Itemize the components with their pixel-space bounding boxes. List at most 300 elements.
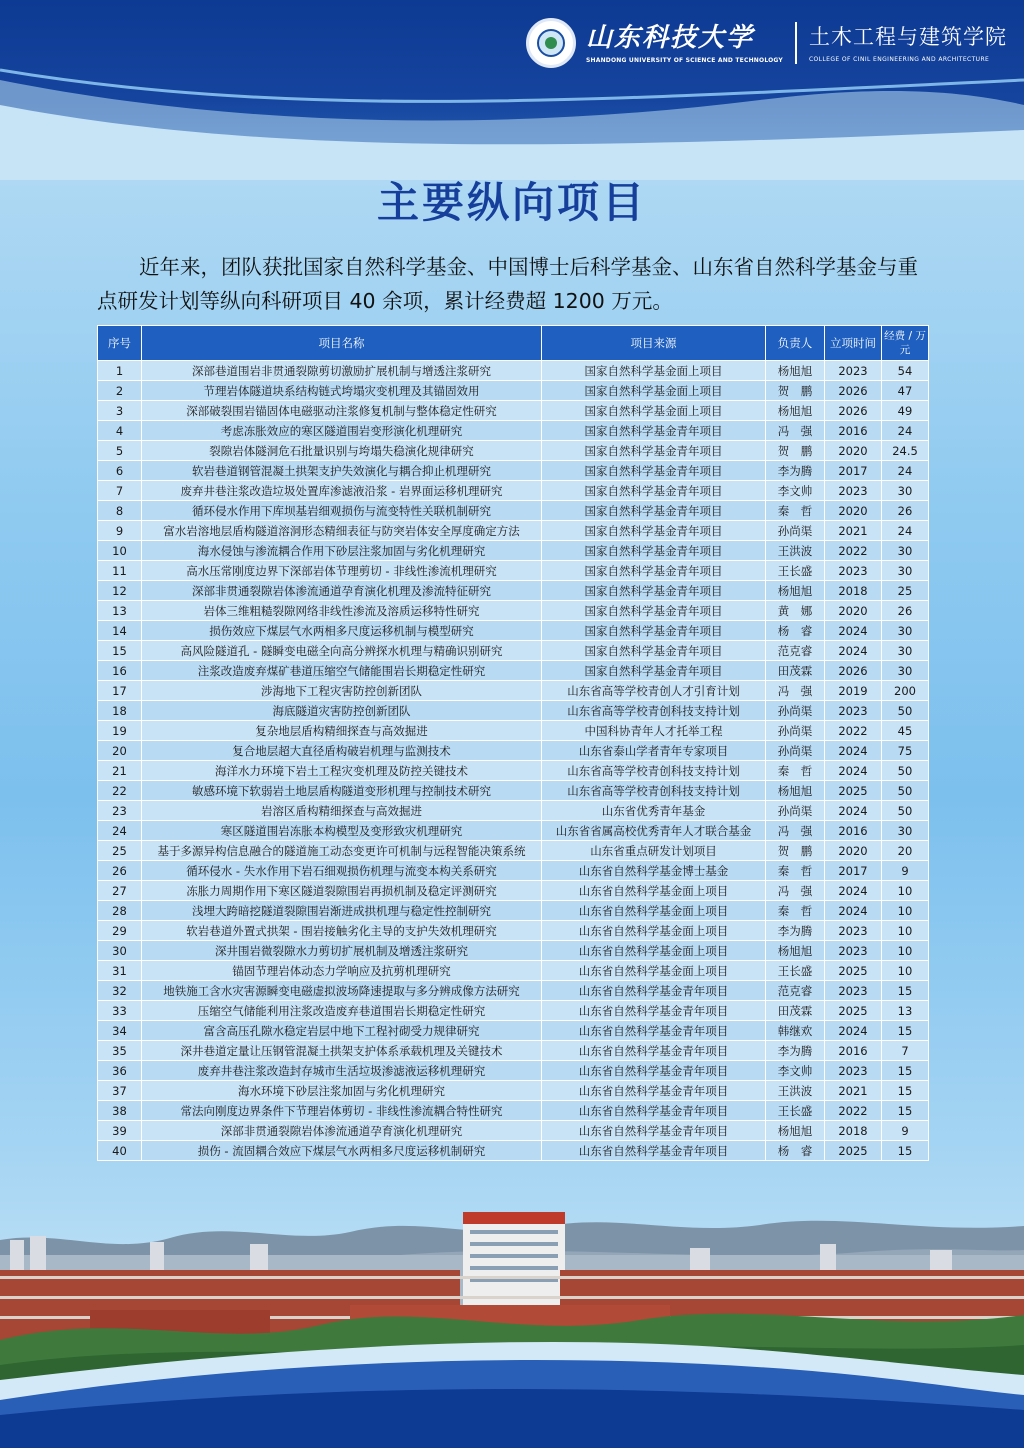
table-row bbox=[98, 841, 929, 861]
cell-project-name: 废弃井巷注浆改造垃圾处置库渗滤液沿浆 - 岩界面运移机理研究 bbox=[142, 481, 542, 501]
cell-project-name: 注浆改造废弃煤矿巷道压缩空气储能围岩长期稳定性研究 bbox=[142, 661, 542, 681]
cell-project-name: 节理岩体隧道块系结构链式垮塌灾变机理及其锚固效用 bbox=[142, 381, 542, 401]
cell-index: 37 bbox=[98, 1081, 142, 1101]
cell-funding: 26 bbox=[882, 501, 929, 521]
cell-funding: 30 bbox=[882, 661, 929, 681]
cell-year: 2024 bbox=[825, 1021, 882, 1041]
cell-index: 26 bbox=[98, 861, 142, 881]
cell-index: 23 bbox=[98, 801, 142, 821]
cell-index: 20 bbox=[98, 741, 142, 761]
cell-leader: 秦 哲 bbox=[766, 501, 825, 521]
cell-source: 山东省自然科学基金面上项目 bbox=[542, 941, 766, 961]
table-row bbox=[98, 621, 929, 641]
cell-project-name: 富含高压孔隙水稳定岩层中地下工程衬砌受力规律研究 bbox=[142, 1021, 542, 1041]
cell-leader: 王长盛 bbox=[766, 961, 825, 981]
cell-index: 16 bbox=[98, 661, 142, 681]
cell-index: 28 bbox=[98, 901, 142, 921]
cell-year: 2019 bbox=[825, 681, 882, 701]
cell-funding: 30 bbox=[882, 641, 929, 661]
cell-source: 山东省自然科学基金青年项目 bbox=[542, 1061, 766, 1081]
cell-source: 国家自然科学基金青年项目 bbox=[542, 441, 766, 461]
cell-funding: 9 bbox=[882, 861, 929, 881]
cell-year: 2023 bbox=[825, 481, 882, 501]
cell-index: 34 bbox=[98, 1021, 142, 1041]
cell-project-name: 富水岩溶地层盾构隧道溶洞形态精细表征与防突岩体安全厚度确定方法 bbox=[142, 521, 542, 541]
university-name-en: SHANDONG UNIVERSITY OF SCIENCE AND TECHNOLOGY bbox=[586, 56, 783, 64]
cell-funding: 24.5 bbox=[882, 441, 929, 461]
cell-year: 2026 bbox=[825, 401, 882, 421]
cell-project-name: 循环侵水作用下库坝基岩细观损伤与流变特性关联机制研究 bbox=[142, 501, 542, 521]
cell-funding: 10 bbox=[882, 901, 929, 921]
cell-source: 中国科协青年人才托举工程 bbox=[542, 721, 766, 741]
cell-index: 3 bbox=[98, 401, 142, 421]
cell-leader: 田茂霖 bbox=[766, 1001, 825, 1021]
cell-year: 2020 bbox=[825, 501, 882, 521]
cell-source: 山东省重点研发计划项目 bbox=[542, 841, 766, 861]
cell-leader: 孙尚渠 bbox=[766, 701, 825, 721]
cell-project-name: 海水环境下砂层注浆加固与劣化机理研究 bbox=[142, 1081, 542, 1101]
cell-funding: 30 bbox=[882, 621, 929, 641]
cell-source: 山东省高等学校青创科技支持计划 bbox=[542, 701, 766, 721]
table-row bbox=[98, 441, 929, 461]
cell-funding: 24 bbox=[882, 521, 929, 541]
cell-funding: 15 bbox=[882, 981, 929, 1001]
cell-funding: 45 bbox=[882, 721, 929, 741]
cell-source: 山东省高等学校青创科技支持计划 bbox=[542, 761, 766, 781]
cell-index: 6 bbox=[98, 461, 142, 481]
cell-year: 2024 bbox=[825, 621, 882, 641]
cell-source: 国家自然科学基金青年项目 bbox=[542, 621, 766, 641]
cell-year: 2023 bbox=[825, 561, 882, 581]
cell-index: 19 bbox=[98, 721, 142, 741]
cell-funding: 9 bbox=[882, 1121, 929, 1141]
cell-project-name: 深部破裂围岩锚固体电磁驱动注浆修复机制与整体稳定性研究 bbox=[142, 401, 542, 421]
cell-index: 5 bbox=[98, 441, 142, 461]
cell-leader: 孙尚渠 bbox=[766, 741, 825, 761]
cell-source: 山东省优秀青年基金 bbox=[542, 801, 766, 821]
cell-leader: 冯 强 bbox=[766, 421, 825, 441]
cell-source: 山东省自然科学基金青年项目 bbox=[542, 1081, 766, 1101]
cell-source: 国家自然科学基金青年项目 bbox=[542, 561, 766, 581]
cell-project-name: 冻胀力周期作用下寒区隧道裂隙围岩再损机制及稳定评测研究 bbox=[142, 881, 542, 901]
cell-year: 2024 bbox=[825, 801, 882, 821]
cell-source: 山东省自然科学基金面上项目 bbox=[542, 921, 766, 941]
cell-index: 9 bbox=[98, 521, 142, 541]
cell-source: 国家自然科学基金青年项目 bbox=[542, 581, 766, 601]
table-row bbox=[98, 1001, 929, 1021]
cell-funding: 24 bbox=[882, 421, 929, 441]
cell-leader: 王长盛 bbox=[766, 561, 825, 581]
cell-index: 25 bbox=[98, 841, 142, 861]
cell-source: 国家自然科学基金青年项目 bbox=[542, 541, 766, 561]
cell-funding: 30 bbox=[882, 821, 929, 841]
university-name-cn: 山东科技大学 bbox=[586, 22, 755, 53]
cell-index: 14 bbox=[98, 621, 142, 641]
header-swoosh bbox=[0, 60, 1024, 180]
cell-leader: 贺 鹏 bbox=[766, 381, 825, 401]
cell-funding: 30 bbox=[882, 541, 929, 561]
table-row bbox=[98, 1121, 929, 1141]
cell-funding: 30 bbox=[882, 561, 929, 581]
cell-source: 国家自然科学基金青年项目 bbox=[542, 521, 766, 541]
cell-funding: 50 bbox=[882, 761, 929, 781]
cell-funding: 15 bbox=[882, 1021, 929, 1041]
table-row bbox=[98, 741, 929, 761]
table-row bbox=[98, 601, 929, 621]
cell-project-name: 软岩巷道钢管混凝土拱架支护失效演化与耦合抑止机理研究 bbox=[142, 461, 542, 481]
cell-funding: 50 bbox=[882, 801, 929, 821]
cell-project-name: 压缩空气储能利用注浆改造废弃巷道围岩长期稳定性研究 bbox=[142, 1001, 542, 1021]
university-logo bbox=[586, 23, 783, 64]
cell-source: 山东省自然科学基金青年项目 bbox=[542, 1141, 766, 1161]
cell-year: 2025 bbox=[825, 1001, 882, 1021]
cell-funding: 15 bbox=[882, 1061, 929, 1081]
cell-project-name: 海水侵蚀与渗流耦合作用下砂层注浆加固与劣化机理研究 bbox=[142, 541, 542, 561]
cell-project-name: 深部巷道围岩非贯通裂隙剪切激励扩展机制与增透注浆研究 bbox=[142, 361, 542, 381]
cell-project-name: 常法向刚度边界条件下节理岩体剪切 - 非线性渗流耦合特性研究 bbox=[142, 1101, 542, 1121]
cell-source: 国家自然科学基金面上项目 bbox=[542, 381, 766, 401]
table-row bbox=[98, 921, 929, 941]
cell-leader: 李文帅 bbox=[766, 1061, 825, 1081]
cell-leader: 黄 娜 bbox=[766, 601, 825, 621]
cell-index: 36 bbox=[98, 1061, 142, 1081]
table-row bbox=[98, 501, 929, 521]
cell-leader: 杨旭旭 bbox=[766, 781, 825, 801]
cell-year: 2024 bbox=[825, 901, 882, 921]
cell-project-name: 锚固节理岩体动态力学响应及抗剪机理研究 bbox=[142, 961, 542, 981]
cell-year: 2023 bbox=[825, 1061, 882, 1081]
table-row bbox=[98, 641, 929, 661]
cell-leader: 贺 鹏 bbox=[766, 441, 825, 461]
cell-source: 山东省自然科学基金青年项目 bbox=[542, 1001, 766, 1021]
cell-project-name: 岩体三维粗糙裂隙网络非线性渗流及溶质运移特性研究 bbox=[142, 601, 542, 621]
cell-year: 2024 bbox=[825, 641, 882, 661]
cell-index: 10 bbox=[98, 541, 142, 561]
cell-leader: 杨旭旭 bbox=[766, 401, 825, 421]
cell-source: 山东省省属高校优秀青年人才联合基金 bbox=[542, 821, 766, 841]
cell-index: 22 bbox=[98, 781, 142, 801]
cell-year: 2016 bbox=[825, 821, 882, 841]
cell-year: 2023 bbox=[825, 361, 882, 381]
cell-year: 2025 bbox=[825, 961, 882, 981]
cell-year: 2023 bbox=[825, 941, 882, 961]
table-row bbox=[98, 1021, 929, 1041]
cell-year: 2018 bbox=[825, 1121, 882, 1141]
college-logo bbox=[809, 24, 1007, 63]
cell-project-name: 地铁施工含水灾害源瞬变电磁虚拟波场降速提取与多分辨成像方法研究 bbox=[142, 981, 542, 1001]
projects-table bbox=[97, 325, 929, 1161]
cell-index: 40 bbox=[98, 1141, 142, 1161]
cell-source: 国家自然科学基金青年项目 bbox=[542, 481, 766, 501]
cell-project-name: 深井围岩微裂隙水力剪切扩展机制及增透注浆研究 bbox=[142, 941, 542, 961]
cell-year: 2026 bbox=[825, 381, 882, 401]
cell-year: 2020 bbox=[825, 441, 882, 461]
col-header-name: 项目名称 bbox=[142, 326, 542, 361]
cell-leader: 范克睿 bbox=[766, 641, 825, 661]
table-row bbox=[98, 961, 929, 981]
cell-source: 国家自然科学基金青年项目 bbox=[542, 601, 766, 621]
cell-year: 2021 bbox=[825, 1081, 882, 1101]
campus-panorama bbox=[0, 1200, 1024, 1448]
cell-funding: 7 bbox=[882, 1041, 929, 1061]
cell-funding: 15 bbox=[882, 1081, 929, 1101]
college-name-en: COLLEGE OF CINIL ENGINEERING AND ARCHITECTURE bbox=[808, 55, 990, 63]
table-row bbox=[98, 901, 929, 921]
cell-year: 2021 bbox=[825, 521, 882, 541]
cell-index: 31 bbox=[98, 961, 142, 981]
cell-funding: 13 bbox=[882, 1001, 929, 1021]
cell-source: 山东省自然科学基金面上项目 bbox=[542, 901, 766, 921]
table-row bbox=[98, 361, 929, 381]
cell-leader: 杨 睿 bbox=[766, 1141, 825, 1161]
cell-year: 2016 bbox=[825, 421, 882, 441]
cell-funding: 10 bbox=[882, 881, 929, 901]
cell-leader: 冯 强 bbox=[766, 881, 825, 901]
cell-leader: 孙尚渠 bbox=[766, 721, 825, 741]
university-emblem-icon bbox=[526, 18, 576, 68]
col-header-source: 项目来源 bbox=[542, 326, 766, 361]
cell-source: 山东省自然科学基金青年项目 bbox=[542, 1101, 766, 1121]
table-row bbox=[98, 781, 929, 801]
table-row bbox=[98, 1101, 929, 1121]
cell-leader: 田茂霖 bbox=[766, 661, 825, 681]
cell-funding: 50 bbox=[882, 701, 929, 721]
cell-index: 33 bbox=[98, 1001, 142, 1021]
cell-project-name: 废弃井巷注浆改造封存城市生活垃圾渗滤液运移机理研究 bbox=[142, 1061, 542, 1081]
cell-year: 2025 bbox=[825, 781, 882, 801]
cell-funding: 24 bbox=[882, 461, 929, 481]
cell-project-name: 深部非贯通裂隙岩体渗流通道孕育演化机理研究 bbox=[142, 1121, 542, 1141]
cell-funding: 10 bbox=[882, 961, 929, 981]
cell-leader: 李为腾 bbox=[766, 461, 825, 481]
cell-project-name: 损伤效应下煤层气水两相多尺度运移机制与模型研究 bbox=[142, 621, 542, 641]
cell-leader: 杨旭旭 bbox=[766, 361, 825, 381]
cell-source: 国家自然科学基金青年项目 bbox=[542, 501, 766, 521]
table-row bbox=[98, 821, 929, 841]
cell-leader: 冯 强 bbox=[766, 821, 825, 841]
cell-project-name: 基于多源异构信息融合的隧道施工动态变更许可机制与远程智能决策系统 bbox=[142, 841, 542, 861]
table-row bbox=[98, 981, 929, 1001]
cell-index: 24 bbox=[98, 821, 142, 841]
cell-year: 2017 bbox=[825, 861, 882, 881]
cell-funding: 15 bbox=[882, 1141, 929, 1161]
cell-project-name: 岩溶区盾构精细探查与高效掘进 bbox=[142, 801, 542, 821]
cell-project-name: 循环侵水 - 失水作用下岩石细观损伤机理与流变本构关系研究 bbox=[142, 861, 542, 881]
table-row bbox=[98, 701, 929, 721]
cell-year: 2023 bbox=[825, 701, 882, 721]
cell-project-name: 软岩巷道外置式拱架 - 围岩接触劣化主导的支护失效机理研究 bbox=[142, 921, 542, 941]
cell-funding: 10 bbox=[882, 941, 929, 961]
cell-project-name: 浅埋大跨暗挖隧道裂隙围岩渐进成拱机理与稳定性控制研究 bbox=[142, 901, 542, 921]
cell-year: 2022 bbox=[825, 1101, 882, 1121]
cell-project-name: 海底隧道灾害防控创新团队 bbox=[142, 701, 542, 721]
cell-leader: 贺 鹏 bbox=[766, 841, 825, 861]
cell-leader: 范克睿 bbox=[766, 981, 825, 1001]
logo-divider bbox=[795, 22, 797, 64]
cell-source: 山东省自然科学基金青年项目 bbox=[542, 1121, 766, 1141]
cell-index: 11 bbox=[98, 561, 142, 581]
cell-funding: 47 bbox=[882, 381, 929, 401]
table-row bbox=[98, 541, 929, 561]
cell-year: 2024 bbox=[825, 741, 882, 761]
table-row bbox=[98, 421, 929, 441]
table-row bbox=[98, 801, 929, 821]
cell-source: 山东省高等学校青创人才引育计划 bbox=[542, 681, 766, 701]
cell-source: 国家自然科学基金青年项目 bbox=[542, 661, 766, 681]
cell-index: 39 bbox=[98, 1121, 142, 1141]
cell-index: 38 bbox=[98, 1101, 142, 1121]
cell-source: 山东省自然科学基金面上项目 bbox=[542, 961, 766, 981]
cell-index: 32 bbox=[98, 981, 142, 1001]
cell-project-name: 复合地层超大直径盾构破岩机理与监测技术 bbox=[142, 741, 542, 761]
cell-leader: 杨旭旭 bbox=[766, 941, 825, 961]
cell-year: 2016 bbox=[825, 1041, 882, 1061]
cell-project-name: 复杂地层盾构精细探查与高效掘进 bbox=[142, 721, 542, 741]
cell-funding: 200 bbox=[882, 681, 929, 701]
col-header-leader: 负责人 bbox=[766, 326, 825, 361]
cell-project-name: 损伤 - 流固耦合效应下煤层气水两相多尺度运移机制研究 bbox=[142, 1141, 542, 1161]
cell-project-name: 考虑冻胀效应的寒区隧道围岩变形演化机理研究 bbox=[142, 421, 542, 441]
table-body bbox=[98, 361, 929, 1161]
cell-project-name: 海洋水力环境下岩土工程灾变机理及防控关键技术 bbox=[142, 761, 542, 781]
cell-leader: 秦 哲 bbox=[766, 861, 825, 881]
intro-paragraph: 近年来，团队获批国家自然科学基金、中国博士后科学基金、山东省自然科学基金与重点研发计划等纵向科研项目 40 余项，累计经费超 1200 万元。 bbox=[97, 255, 918, 313]
table-row bbox=[98, 661, 929, 681]
cell-leader: 李为腾 bbox=[766, 921, 825, 941]
cell-leader: 杨旭旭 bbox=[766, 581, 825, 601]
cell-index: 4 bbox=[98, 421, 142, 441]
cell-index: 30 bbox=[98, 941, 142, 961]
col-header-index: 序号 bbox=[98, 326, 142, 361]
cell-project-name: 高风险隧道孔 - 隧瞬变电磁全向高分辨探水机理与精确识别研究 bbox=[142, 641, 542, 661]
cell-funding: 20 bbox=[882, 841, 929, 861]
cell-leader: 李为腾 bbox=[766, 1041, 825, 1061]
cell-index: 8 bbox=[98, 501, 142, 521]
page-title: 主要纵向项目 bbox=[376, 178, 647, 227]
cell-funding: 49 bbox=[882, 401, 929, 421]
cell-index: 35 bbox=[98, 1041, 142, 1061]
cell-leader: 冯 强 bbox=[766, 681, 825, 701]
cell-index: 29 bbox=[98, 921, 142, 941]
cell-year: 2025 bbox=[825, 1141, 882, 1161]
table-row bbox=[98, 461, 929, 481]
table-row bbox=[98, 401, 929, 421]
cell-year: 2024 bbox=[825, 761, 882, 781]
cell-leader: 秦 哲 bbox=[766, 901, 825, 921]
cell-source: 国家自然科学基金面上项目 bbox=[542, 361, 766, 381]
cell-funding: 75 bbox=[882, 741, 929, 761]
cell-source: 国家自然科学基金青年项目 bbox=[542, 641, 766, 661]
cell-source: 国家自然科学基金面上项目 bbox=[542, 401, 766, 421]
cell-project-name: 深部非贯通裂隙岩体渗流通道孕育演化机理及渗流特征研究 bbox=[142, 581, 542, 601]
cell-funding: 25 bbox=[882, 581, 929, 601]
table-row bbox=[98, 481, 929, 501]
cell-year: 2020 bbox=[825, 601, 882, 621]
cell-project-name: 裂隙岩体隧洞危石批量识别与垮塌失稳演化规律研究 bbox=[142, 441, 542, 461]
college-name-cn: 土木工程与建筑学院 bbox=[808, 24, 1007, 49]
cell-leader: 李文帅 bbox=[766, 481, 825, 501]
table-row bbox=[98, 861, 929, 881]
cell-year: 2024 bbox=[825, 881, 882, 901]
cell-index: 12 bbox=[98, 581, 142, 601]
cell-year: 2026 bbox=[825, 661, 882, 681]
cell-year: 2023 bbox=[825, 921, 882, 941]
col-header-year: 立项时间 bbox=[825, 326, 882, 361]
table-row bbox=[98, 941, 929, 961]
cell-project-name: 高水压常刚度边界下深部岩体节理剪切 - 非线性渗流机理研究 bbox=[142, 561, 542, 581]
cell-index: 18 bbox=[98, 701, 142, 721]
cell-project-name: 寒区隧道围岩冻胀本构模型及变形致灾机理研究 bbox=[142, 821, 542, 841]
cell-source: 山东省自然科学基金面上项目 bbox=[542, 881, 766, 901]
cell-funding: 50 bbox=[882, 781, 929, 801]
cell-funding: 30 bbox=[882, 481, 929, 501]
cell-index: 7 bbox=[98, 481, 142, 501]
table-row bbox=[98, 761, 929, 781]
cell-source: 山东省自然科学基金博士基金 bbox=[542, 861, 766, 881]
cell-year: 2022 bbox=[825, 541, 882, 561]
cell-leader: 杨旭旭 bbox=[766, 1121, 825, 1141]
table-header-row bbox=[98, 326, 929, 361]
cell-source: 山东省自然科学基金青年项目 bbox=[542, 981, 766, 1001]
cell-year: 2022 bbox=[825, 721, 882, 741]
cell-funding: 54 bbox=[882, 361, 929, 381]
table-row bbox=[98, 561, 929, 581]
cell-leader: 孙尚渠 bbox=[766, 521, 825, 541]
cell-year: 2018 bbox=[825, 581, 882, 601]
table-row bbox=[98, 1141, 929, 1161]
cell-project-name: 深井巷道定量让压钢管混凝土拱架支护体系承载机理及关键技术 bbox=[142, 1041, 542, 1061]
cell-index: 17 bbox=[98, 681, 142, 701]
cell-index: 13 bbox=[98, 601, 142, 621]
cell-index: 2 bbox=[98, 381, 142, 401]
cell-source: 国家自然科学基金青年项目 bbox=[542, 461, 766, 481]
col-header-funding: 经费 / 万元 bbox=[882, 326, 929, 361]
table-row bbox=[98, 381, 929, 401]
table-row bbox=[98, 1081, 929, 1101]
cell-index: 27 bbox=[98, 881, 142, 901]
cell-source: 山东省高等学校青创科技支持计划 bbox=[542, 781, 766, 801]
table-row bbox=[98, 1041, 929, 1061]
cell-year: 2020 bbox=[825, 841, 882, 861]
cell-leader: 杨 睿 bbox=[766, 621, 825, 641]
cell-leader: 王洪波 bbox=[766, 541, 825, 561]
header-logos bbox=[526, 18, 1007, 68]
cell-index: 1 bbox=[98, 361, 142, 381]
table-row bbox=[98, 521, 929, 541]
cell-year: 2023 bbox=[825, 981, 882, 1001]
cell-funding: 15 bbox=[882, 1101, 929, 1121]
table-row bbox=[98, 881, 929, 901]
table-row bbox=[98, 581, 929, 601]
cell-funding: 26 bbox=[882, 601, 929, 621]
cell-index: 21 bbox=[98, 761, 142, 781]
table-row bbox=[98, 681, 929, 701]
cell-funding: 10 bbox=[882, 921, 929, 941]
cell-leader: 王长盛 bbox=[766, 1101, 825, 1121]
cell-source: 国家自然科学基金青年项目 bbox=[542, 421, 766, 441]
cell-project-name: 敏感环境下软弱岩土地层盾构隧道变形机理与控制技术研究 bbox=[142, 781, 542, 801]
cell-year: 2017 bbox=[825, 461, 882, 481]
table-row bbox=[98, 721, 929, 741]
cell-leader: 秦 哲 bbox=[766, 761, 825, 781]
cell-leader: 王洪波 bbox=[766, 1081, 825, 1101]
cell-source: 山东省自然科学基金青年项目 bbox=[542, 1021, 766, 1041]
cell-index: 15 bbox=[98, 641, 142, 661]
cell-project-name: 涉海地下工程灾害防控创新团队 bbox=[142, 681, 542, 701]
cell-leader: 孙尚渠 bbox=[766, 801, 825, 821]
cell-source: 山东省泰山学者青年专家项目 bbox=[542, 741, 766, 761]
table-row bbox=[98, 1061, 929, 1081]
